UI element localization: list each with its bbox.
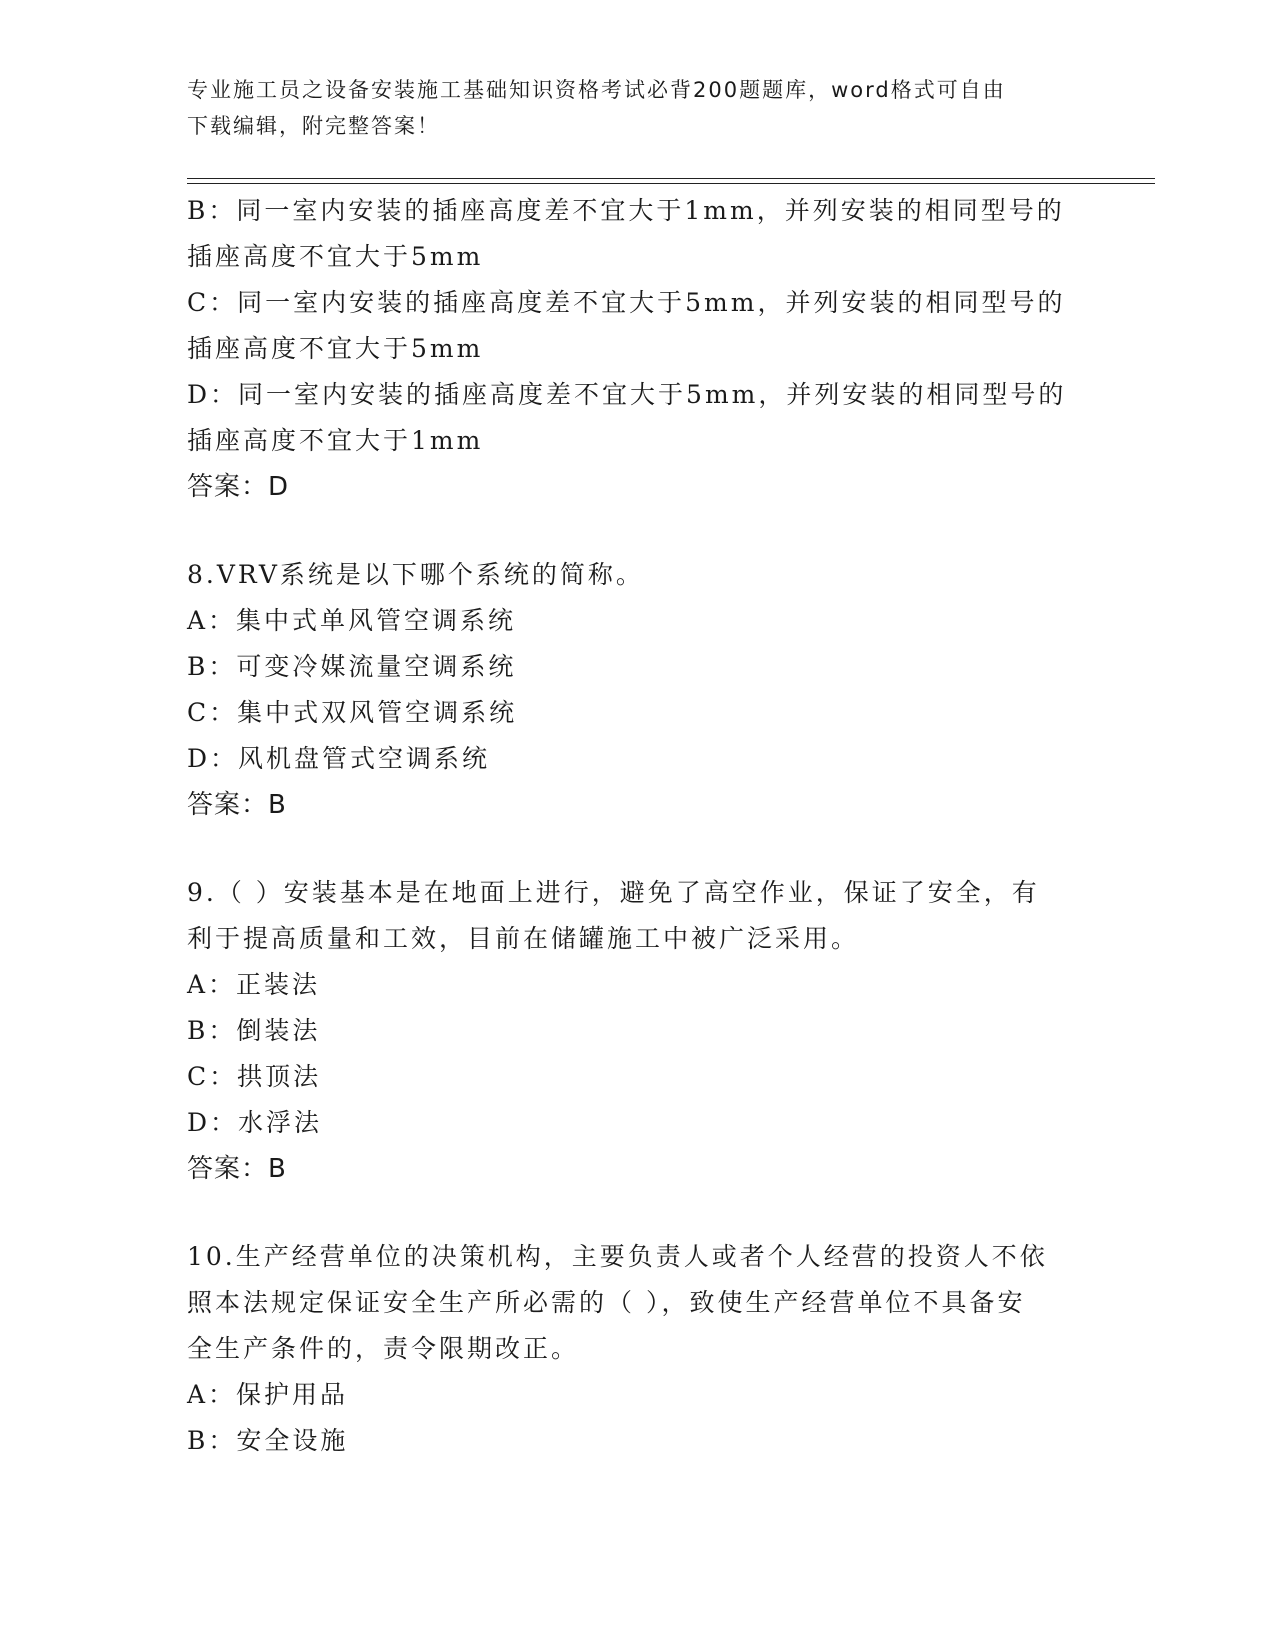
q8-answer: 答案：B [187, 790, 287, 820]
question-10 [187, 1234, 1087, 1464]
page-header [187, 72, 1067, 144]
question-9 [187, 870, 1087, 1192]
q9-option-b: B：倒装法 [187, 1016, 321, 1045]
spacer [187, 510, 1087, 552]
q10-question-line-2: 照本法规定保证安全生产所必需的（ ），致使生产经营单位不具备安 [187, 1288, 1026, 1317]
q9-option-d: D：水浮法 [187, 1108, 323, 1137]
header-line-1: 专业施工员之设备安装施工基础知识资格考试必背200题题库，word格式可自由 [187, 78, 1006, 102]
q9-option-c: C：拱顶法 [187, 1062, 322, 1091]
q9-answer: 答案：B [187, 1154, 287, 1184]
q8-question: 8.VRV系统是以下哪个系统的简称。 [187, 560, 644, 589]
q10-option-a: A：保护用品 [187, 1380, 349, 1409]
question-content [187, 188, 1087, 1464]
q10-option-b: B：安全设施 [187, 1426, 349, 1455]
q9-option-a: A：正装法 [187, 970, 321, 999]
question-8 [187, 552, 1087, 828]
q9-question-line-2: 利于提高质量和工效，目前在储罐施工中被广泛采用。 [187, 924, 860, 953]
q10-question-line-3: 全生产条件的，责令限期改正。 [187, 1334, 580, 1363]
q10-question-line-1: 10.生产经营单位的决策机构，主要负责人或者个人经营的投资人不依 [187, 1242, 1048, 1271]
q8-option-b: B：可变冷媒流量空调系统 [187, 652, 517, 681]
q8-option-c: C：集中式双风管空调系统 [187, 698, 518, 727]
q7-option-b-line-2: 插座高度不宜大于5mm [187, 242, 484, 271]
header-divider-top [187, 178, 1155, 179]
q7-option-d-line-2: 插座高度不宜大于1mm [187, 426, 484, 455]
q8-option-d: D：风机盘管式空调系统 [187, 744, 491, 773]
header-divider-bottom [187, 183, 1155, 184]
spacer [187, 1192, 1087, 1234]
q7-option-c-line-1: C：同一室内安装的插座高度差不宜大于5mm，并列安装的相同型号的 [187, 288, 1066, 317]
q9-question-line-1: 9.（ ）安装基本是在地面上进行，避免了高空作业，保证了安全，有 [187, 878, 1040, 907]
q7-option-b-line-1: B：同一室内安装的插座高度差不宜大于1mm，并列安装的相同型号的 [187, 196, 1065, 225]
question-7-tail [187, 188, 1087, 510]
header-line-2: 下载编辑，附完整答案！ [187, 114, 440, 138]
q7-answer: 答案：D [187, 472, 290, 502]
q7-option-d-line-1: D：同一室内安装的插座高度差不宜大于5mm，并列安装的相同型号的 [187, 380, 1067, 409]
q7-option-c-line-2: 插座高度不宜大于5mm [187, 334, 484, 363]
spacer [187, 828, 1087, 870]
q8-option-a: A：集中式单风管空调系统 [187, 606, 517, 635]
